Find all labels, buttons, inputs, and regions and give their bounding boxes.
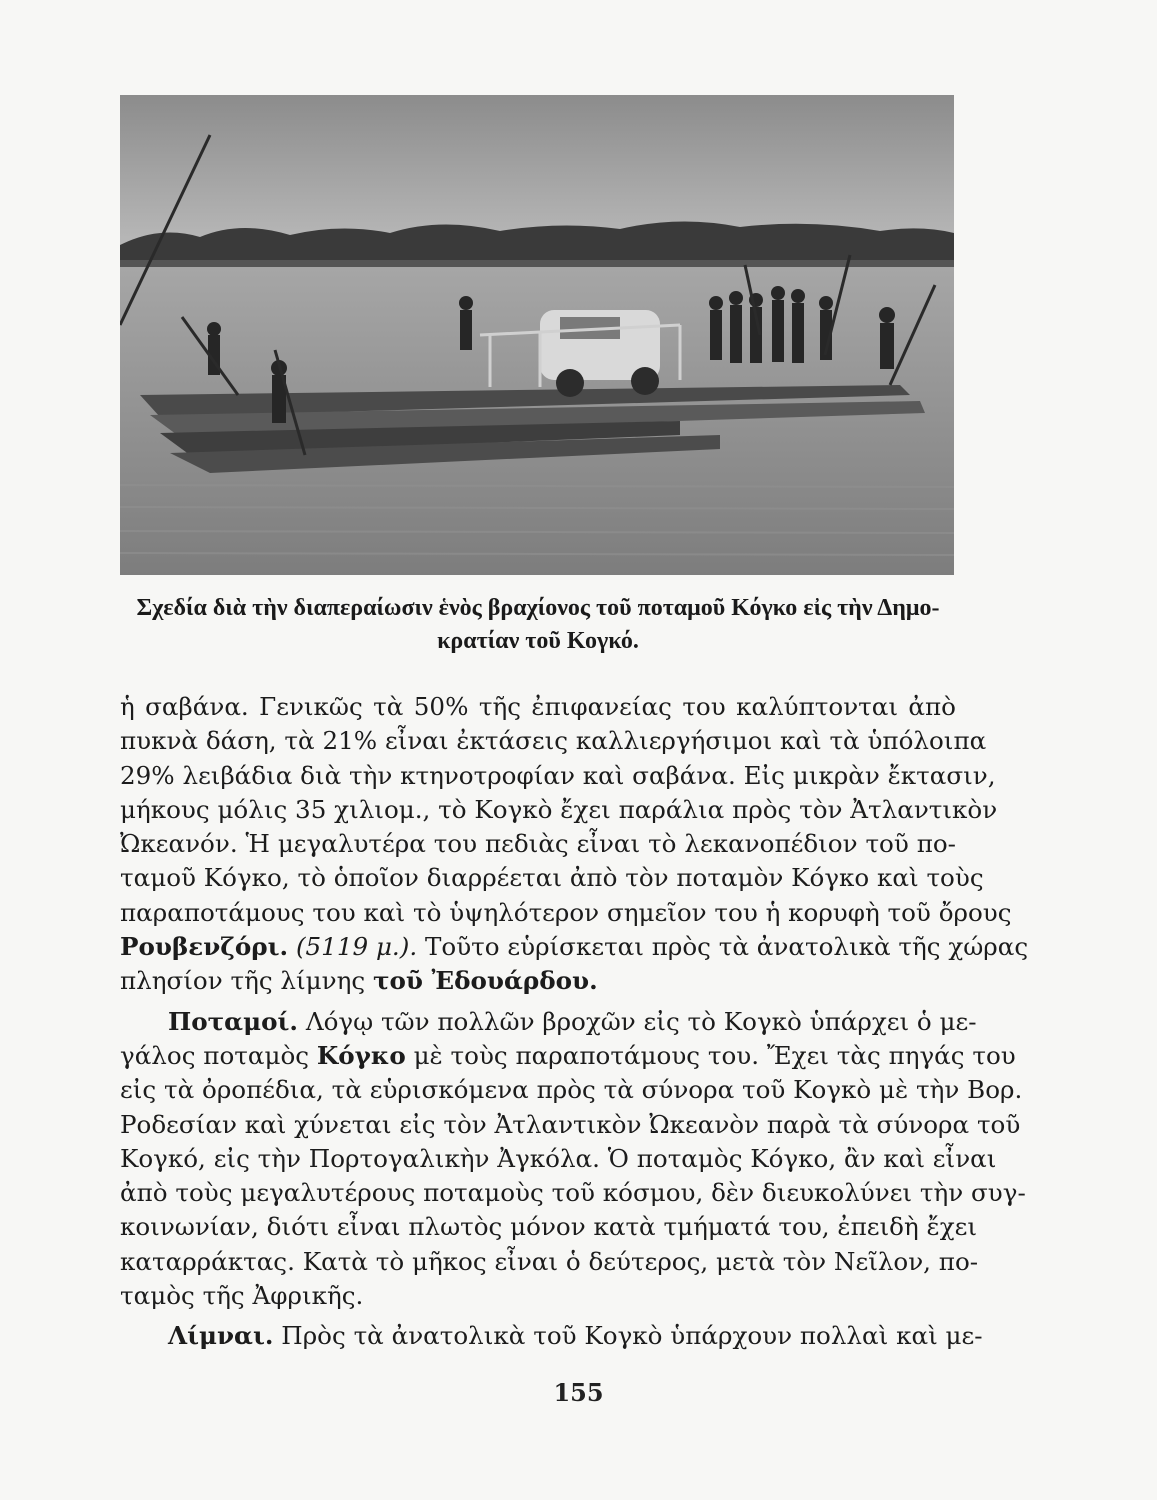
text-line: καταρράκτας. Κατὰ τὸ μῆκος εἶναι ὁ δεύτερος, μετὰ τὸν Νεῖλον, πο- [120,1246,979,1276]
text-fragment: Πρὸς τὰ ἀνατολικὰ τοῦ Κογκὸ ὑπάρχουν πολλαὶ καὶ με- [281,1321,983,1351]
sky [120,95,954,245]
text-line: μήκους μόλις 35 χιλιομ., τὸ Κογκὸ ἔχει παράλια πρὸς τὸν Ἀτλαντικὸν [120,794,998,824]
section-heading-lakes: Λίμναι. [168,1321,274,1351]
text-line [120,1039,1016,1073]
caption-line-1: Σχεδία διὰ τὴν διαπεραίωσιν ἑνὸς βραχίονος τοῦ ποταμοῦ Κόγκο εἰς τὴν Δημο- [136,595,940,621]
figure-caption [118,592,958,658]
text-line: Ροδεσίαν καὶ χύνεται εἰς τὸν Ἀτλαντικὸν Ὠκεανὸν παρὰ τὰ σύνορα τοῦ [120,1109,1021,1139]
text-fragment: Τοῦτο εὑρίσκεται πρὸς τὰ ἀνατολικὰ τῆς χώρας [424,932,1029,962]
text-line: ἀπὸ τοὺς μεγαλυτέρους ποταμοὺς τοῦ κόσμου, δὲν διευκολύνει τὴν συγ- [120,1178,1026,1208]
text-line [120,964,956,998]
text-fragment: μὲ τοὺς παραποτάμους του. Ἔχει τὰς πηγάς του [413,1040,1016,1070]
text-line: παραποτάμους του καὶ τὸ ὑψηλότερον σημεῖον του ἡ κορυφὴ τοῦ ὄρους [120,897,1012,927]
text-line: Ὠκεανόν. Ἡ μεγαλυτέρα του πεδιὰς εἶναι τὸ λεκανοπέδιον τοῦ πο- [120,829,956,859]
text-line: Κογκό, εἰς τὴν Πορτογαλικὴν Ἀγκόλα. Ὁ ποταμὸς Κόγκο, ἂν καὶ εἶναι [120,1143,997,1173]
text-line [120,1319,983,1353]
text-line: εἰς τὰ ὀροπέδια, τὰ εὑρισκόμενα πρὸς τὰ σύνορα τοῦ Κογκὸ μὲ τὴν Βορ. [120,1075,1023,1105]
lake-name: τοῦ Ἐδουάρδου. [372,966,598,996]
text-fragment: Λόγῳ τῶν πολλῶν βροχῶν εἰς τὸ Κογκὸ ὑπάρχει ὁ με- [305,1006,977,1036]
body-text [120,690,1029,1354]
text-line: ταμὸς τῆς Ἀφρικῆς. [120,1281,364,1311]
text-line: ἡ σαβάνα. Γενικῶς τὰ 50% τῆς ἐπιφανείας του καλύπτονται ἀπὸ [120,692,956,721]
river-ferry-photo [120,95,954,575]
paragraph-3 [120,1319,983,1353]
river-name: Κόγκο [316,1040,406,1070]
mountain-name: Ρουβενζόρι. [120,932,289,962]
text-line: κοινωνίαν, διότι εἶναι πλωτὸς μόνον κατὰ τμήματά του, ἐπειδὴ ἔχει [120,1212,978,1242]
section-heading-rivers: Ποταμοί. [168,1006,298,1036]
text-line: ταμοῦ Κόγκο, τὸ ὁποῖον διαρρέεται ἀπὸ τὸν ποταμὸν Κόγκο καὶ τοὺς [120,863,984,893]
photo-illustration [120,95,954,575]
text-line: 29% λειβάδια διὰ τὴν κτηνοτροφίαν καὶ σαβάνα. Εἰς μικρὰν ἔκτασιν, [120,760,996,790]
text-line [120,930,1029,964]
mountain-height: (5119 μ.). [295,932,418,962]
caption-line-2: κρατίαν τοῦ Κογκό. [437,628,639,654]
text-line [120,1005,977,1039]
paragraph-2 [120,1005,1026,1314]
paragraph-1 [120,690,1029,999]
page-number: 155 [553,1378,604,1407]
text-line: πυκνὰ δάση, τὰ 21% εἶναι ἐκτάσεις καλλιεργήσιμοι καὶ τὰ ὑπόλοιπα [120,726,987,756]
text-fragment: γάλος ποταμὸς [120,1040,310,1070]
text-fragment: πλησίον τῆς λίμνης [120,966,366,996]
